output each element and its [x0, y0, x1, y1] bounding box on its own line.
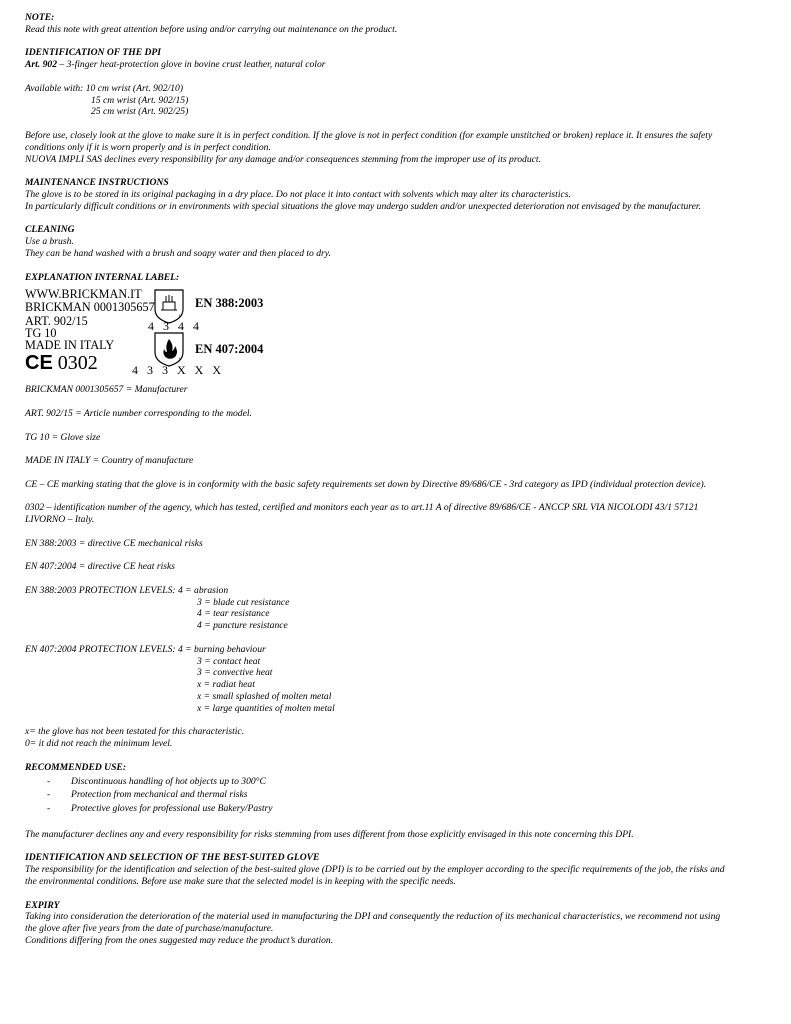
article-code: Art. 902 — [25, 59, 57, 71]
levels388-item: 3 = blade cut resistance — [197, 596, 290, 608]
label-std-407: EN 407:2004 — [195, 342, 264, 357]
levels407-first: EN 407:2004 PROTECTION LEVELS: 4 = burning behaviour — [25, 643, 266, 655]
bullet-dash: - — [47, 789, 51, 801]
explanation-country: MADE IN ITALY = Country of manufacture — [25, 455, 194, 467]
explanation-article: ART. 902/15 = Article number corresponding to the model. — [25, 407, 252, 419]
bullet-dash: - — [47, 803, 51, 815]
label-levels-388: 4 3 4 4 — [148, 319, 202, 334]
label-heading: EXPLANATION INTERNAL LABEL: — [25, 271, 180, 283]
list-item — [25, 803, 725, 815]
explanation-en388: EN 388:2003 = directive CE mechanical risks — [25, 537, 203, 549]
levels388-first: EN 388:2003 PROTECTION LEVELS: 4 = abrasion — [25, 584, 229, 596]
label-std-388: EN 388:2003 — [195, 296, 264, 311]
svg-text:i: i — [179, 314, 181, 321]
list-item — [25, 789, 725, 801]
list-item-text: Protective gloves for professional use Bakery/Pastry — [71, 803, 273, 815]
label-brickman: BRICKMAN 0001305657 — [25, 299, 155, 314]
levels407-item: 3 = contact heat — [197, 655, 261, 667]
instruction-note — [25, 12, 725, 947]
levels407-item: x = small splashed of molten metal — [197, 691, 332, 703]
recommended-disclaimer: The manufacturer declines any and every responsibility for risks stemming from uses different from those explicitly envisaged in this note concerning this DPI. — [25, 828, 634, 840]
decline-text: NUOVA IMPLI SAS declines every responsibility for any damage and/or consequences stemming from the improper use of its product. — [25, 153, 541, 165]
maintenance-text-2: In particularly difficult conditions or in environments with special situations the glove may undergo sudden and/or unexpected deterioration not envisaged by the manufacturer. — [25, 200, 701, 212]
levels407-item: 3 = convective heat — [197, 667, 273, 679]
levels388-item: 4 = tear resistance — [197, 608, 270, 620]
recommended-heading: RECOMMENDED USE: — [25, 761, 127, 773]
expiry-text: Taking into consideration the deterioration of the material used in manufacturing the DPI and consequently the reduction of its mechanical characteristics, we recommend not using the glove after five years from the date of purchase/manufacture. — [25, 911, 721, 935]
availability-line-2: 15 cm wrist (Art. 902/15) — [91, 94, 189, 106]
explanation-ce: CE – CE marking stating that the glove is in conformity with the basic safety requirements set down by Directive 89/686/CE - 3rd category as IPD (individual protection device). — [25, 478, 707, 490]
bullet-dash: - — [47, 775, 51, 787]
label-levels-407: 4 3 3 X X X — [132, 363, 224, 378]
list-item — [25, 776, 725, 788]
ce-symbol: CE — [25, 352, 53, 375]
explanation-agency: 0302 – identification number of the agency, which has tested, certified and monitors each year as to art.11 A of directive 89/686/CE - ANCCP SRL VIA NICOLODI 43/1 57121 LIVORNO – Italy. — [25, 502, 699, 526]
expiry-heading: EXPIRY — [25, 899, 60, 911]
availability-line-1: Available with: 10 cm wrist (Art. 902/10) — [25, 82, 184, 94]
cleaning-heading: CLEANING — [25, 224, 75, 236]
list-item-text: Protection from mechanical and thermal risks — [71, 789, 248, 801]
legend-x: x= the glove has not been testated for this characteristic. — [25, 726, 245, 738]
identification-heading: IDENTIFICATION OF THE DPI — [25, 47, 162, 59]
explanation-en407: EN 407:2004 = directive CE heat risks — [25, 561, 176, 573]
maintenance-heading: MAINTENANCE INSTRUCTIONS — [25, 177, 169, 189]
note-heading: NOTE: — [25, 12, 55, 23]
svg-text:i: i — [179, 357, 181, 364]
label-art: ART. 902/15 — [25, 313, 88, 328]
ce-number: 0302 — [57, 352, 98, 375]
heat-risk-flame-icon — [152, 331, 186, 367]
label-text-lines — [25, 288, 155, 351]
before-use-text: Before use, closely look at the glove to make sure it is in perfect condition. If the glove is not in perfect condition (for example unstitched or broken) replace it. It ensures the safety conditions only if it is worn properly and is in perfect condition. — [25, 129, 713, 153]
levels407-item: x = radiat heat — [197, 679, 255, 691]
availability-line-3: 25 cm wrist (Art. 902/25) — [91, 106, 189, 118]
note-text: Read this note with great attention before using and/or carrying out maintenance on the product. — [25, 23, 398, 35]
selection-text: The responsibility for the identification and selection of the best-suited glove (DPI) is to be carried out by the employer according to the specific requirements of the job, the risks and the environmental conditions. Before use make sure that the selected model is in keeping with the specific needs. — [25, 864, 725, 887]
article-line — [25, 59, 725, 71]
list-item-text: Discontinuous handling of hot objects up to 300°C — [71, 775, 266, 787]
label-made: MADE IN ITALY — [25, 338, 115, 353]
label-tg: TG 10 — [25, 325, 57, 340]
ce-mark — [25, 352, 98, 374]
label-www: WWW.BRICKMAN.IT — [25, 287, 142, 302]
explanation-size: TG 10 = Glove size — [25, 431, 101, 443]
levels388-item: 4 = puncture resistance — [197, 620, 288, 632]
internal-label-image — [25, 288, 725, 378]
cleaning-text-2: They can be hand washed with a brush and soapy water and then placed to dry. — [25, 247, 331, 259]
cleaning-text-1: Use a brush. — [25, 236, 74, 248]
legend-zero: 0= it did not reach the minimum level. — [25, 738, 173, 750]
article-description: – 3-finger heat-protection glove in bovine crust leather, natural color — [57, 59, 326, 71]
maintenance-text-1: The glove is to be stored in its original packaging in a dry place. Do not place it into contact with solvents which may alter its characteristics. — [25, 188, 571, 200]
expiry-text-2: Conditions differing from the ones suggested may reduce the product’s duration. — [25, 934, 334, 946]
levels407-item: x = large quantities of molten metal — [197, 702, 335, 714]
selection-heading: IDENTIFICATION AND SELECTION OF THE BEST-SUITED GLOVE — [25, 852, 320, 864]
explanation-manufacturer: BRICKMAN 0001305657 = Manufacturer — [25, 384, 188, 396]
